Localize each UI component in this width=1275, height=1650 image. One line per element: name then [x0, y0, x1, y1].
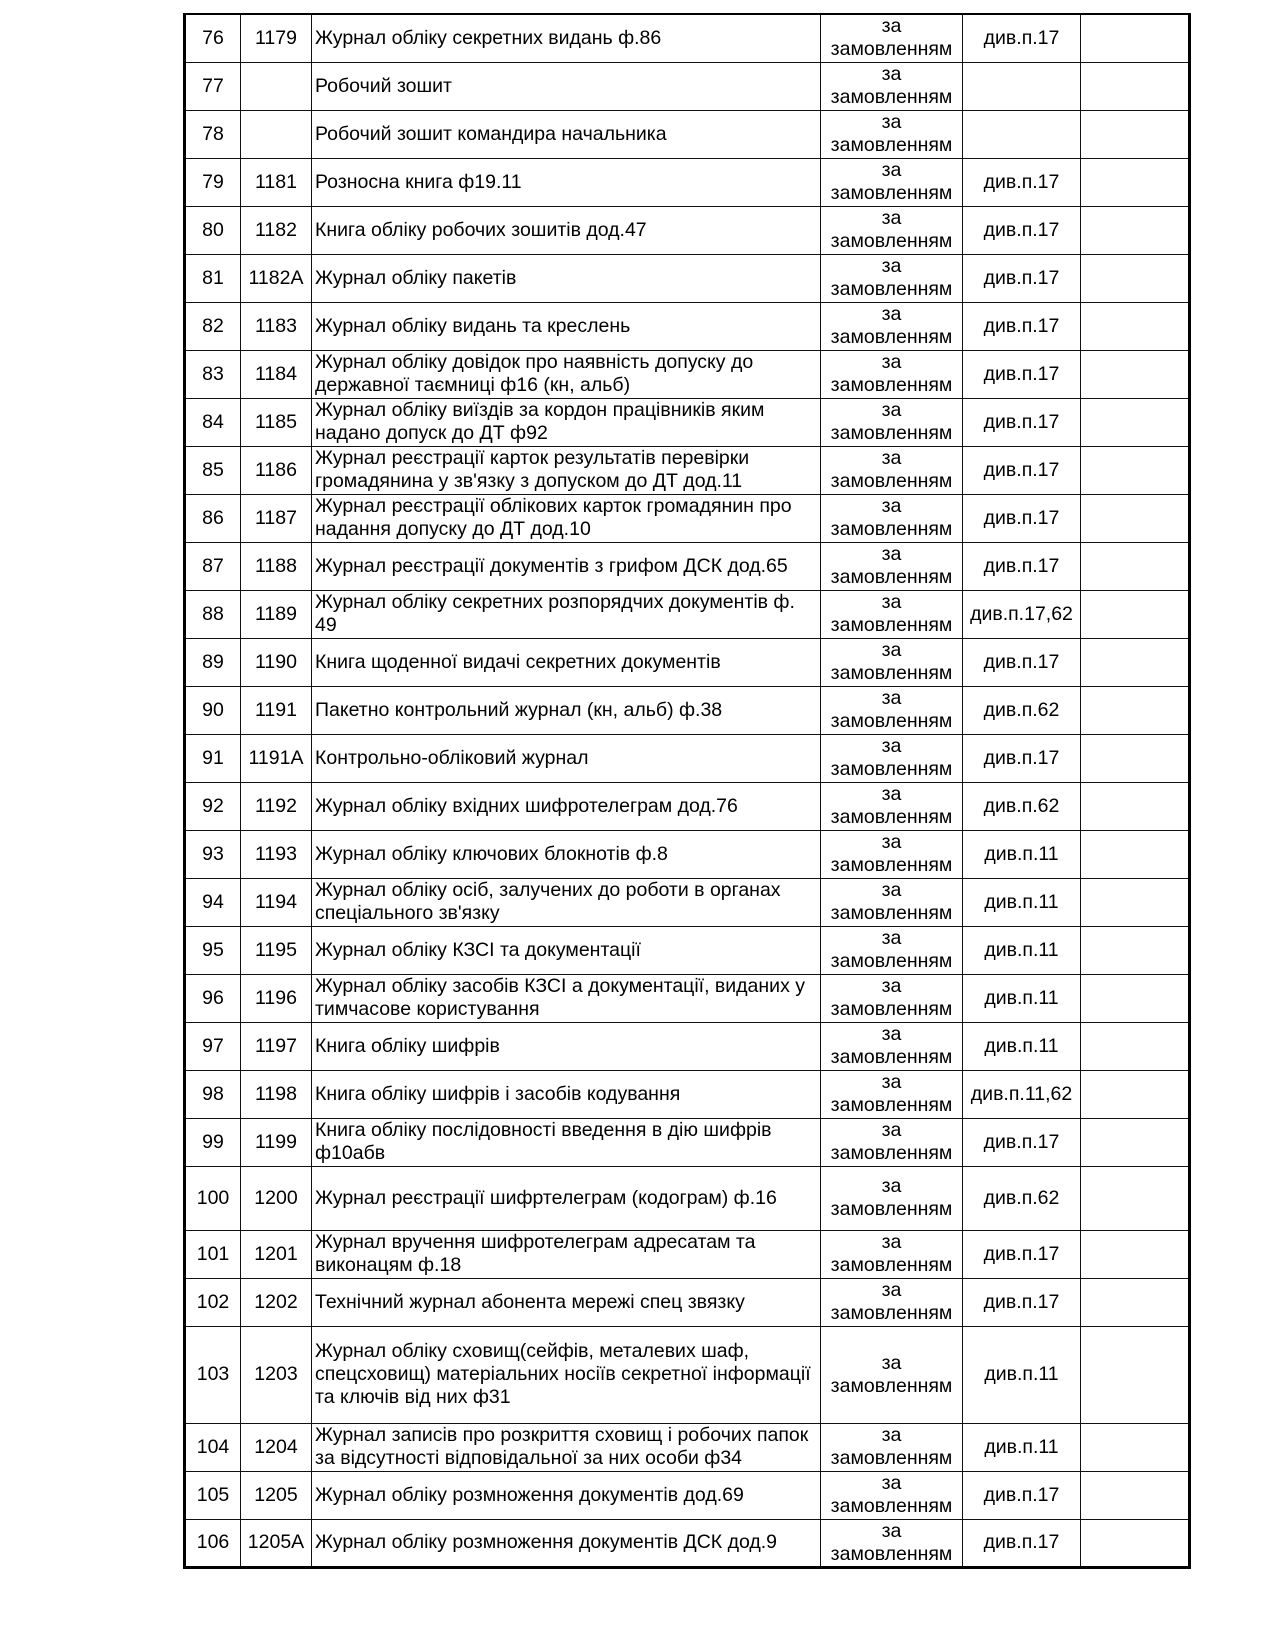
retention-term [821, 14, 963, 62]
index-code [241, 62, 312, 110]
document-title: Робочий зошит [312, 62, 821, 110]
row-number: 91 [185, 734, 241, 782]
row-number: 98 [185, 1070, 241, 1118]
retention-term [821, 1070, 963, 1118]
retention-term [821, 590, 963, 638]
reference-note: див.п.11 [963, 926, 1081, 974]
reference-note: див.п.11 [963, 878, 1081, 926]
retention-term-line-1: за [881, 591, 902, 613]
retention-term [821, 974, 963, 1022]
row-number: 97 [185, 1022, 241, 1070]
table-row [185, 686, 1190, 734]
row-number: 101 [185, 1230, 241, 1278]
remarks-cell [1081, 830, 1190, 878]
retention-term-line-2: замовленням [830, 374, 953, 396]
remarks-cell [1081, 1471, 1190, 1519]
index-code: 1193 [241, 830, 312, 878]
retention-term-line-1: за [881, 255, 902, 277]
retention-term [821, 206, 963, 254]
reference-note: див.п.11 [963, 1423, 1081, 1471]
document-title: Журнал реєстрації документів з грифом ДСК дод.65 [312, 542, 821, 590]
retention-term-line-1: за [881, 1119, 902, 1141]
retention-term-line-2: замовленням [830, 662, 953, 684]
document-title: Журнал обліку КЗСІ та документації [312, 926, 821, 974]
table-row [185, 974, 1190, 1022]
retention-term [821, 302, 963, 350]
document-title: Журнал вручення шифротелеграм адресатам та виконацям ф.18 [312, 1230, 821, 1278]
table-row [185, 1118, 1190, 1166]
row-number: 105 [185, 1471, 241, 1519]
table-row [185, 542, 1190, 590]
index-code: 1197 [241, 1022, 312, 1070]
document-title: Журнал обліку осіб, залучених до роботи в органах спеціального зв'язку [312, 878, 821, 926]
document-title: Журнал обліку ключових блокнотів ф.8 [312, 830, 821, 878]
row-number: 103 [185, 1326, 241, 1423]
row-number: 90 [185, 686, 241, 734]
table-row [185, 830, 1190, 878]
row-number: 77 [185, 62, 241, 110]
remarks-cell [1081, 62, 1190, 110]
remarks-cell [1081, 1326, 1190, 1423]
document-title: Книга обліку послідовності введення в дію шифрів ф10абв [312, 1118, 821, 1166]
index-code: 1181 [241, 158, 312, 206]
reference-note: див.п.17 [963, 542, 1081, 590]
index-code: 1191А [241, 734, 312, 782]
retention-term-line-1: за [881, 975, 902, 997]
row-number: 84 [185, 398, 241, 446]
index-code: 1179 [241, 14, 312, 62]
remarks-cell [1081, 254, 1190, 302]
document-title: Журнал реєстрації облікових карток громадянин про надання допуску до ДТ дод.10 [312, 494, 821, 542]
index-code: 1199 [241, 1118, 312, 1166]
remarks-cell [1081, 1022, 1190, 1070]
retention-term-line-2: замовленням [830, 1254, 953, 1276]
reference-note: див.п.17 [963, 1471, 1081, 1519]
retention-term-line-1: за [881, 1023, 902, 1045]
index-code: 1190 [241, 638, 312, 686]
retention-term [821, 782, 963, 830]
remarks-cell [1081, 1230, 1190, 1278]
retention-term-line-1: за [881, 1424, 902, 1446]
retention-term [821, 638, 963, 686]
retention-term-line-2: замовленням [830, 1447, 953, 1469]
remarks-cell [1081, 926, 1190, 974]
document-title: Журнал обліку сховищ(сейфів, металевих шаф, спецсховищ) матеріальних носіїв секретної інформації та ключів від них ф31 [312, 1326, 821, 1423]
row-number: 82 [185, 302, 241, 350]
table-row [185, 1230, 1190, 1278]
table-row [185, 446, 1190, 494]
reference-note: див.п.62 [963, 686, 1081, 734]
retention-term [821, 398, 963, 446]
retention-term-line-1: за [881, 399, 902, 421]
retention-term-line-1: за [881, 687, 902, 709]
reference-note: див.п.62 [963, 782, 1081, 830]
document-title: Журнал обліку розмноження документів дод.69 [312, 1471, 821, 1519]
document-title: Журнал реєстрації шифртелеграм (кодограм) ф.16 [312, 1166, 821, 1230]
index-code: 1188 [241, 542, 312, 590]
retention-term-line-2: замовленням [830, 950, 953, 972]
table-row [185, 254, 1190, 302]
row-number: 85 [185, 446, 241, 494]
index-code: 1182А [241, 254, 312, 302]
retention-term-line-1: за [881, 1519, 902, 1542]
row-number: 99 [185, 1118, 241, 1166]
table-row [185, 926, 1190, 974]
reference-note: див.п.11 [963, 1326, 1081, 1423]
document-title: Журнал обліку секретних розпорядчих документів ф. 49 [312, 590, 821, 638]
reference-note: див.п.17 [963, 14, 1081, 62]
retention-term-line-2: замовленням [830, 1542, 953, 1565]
index-code: 1194 [241, 878, 312, 926]
retention-term-line-2: замовленням [830, 806, 953, 828]
index-code: 1187 [241, 494, 312, 542]
reference-note [963, 62, 1081, 110]
retention-term-line-2: замовленням [830, 278, 953, 300]
remarks-cell [1081, 782, 1190, 830]
document-title: Журнал реєстрації карток результатів перевірки громадянина у зв'язку з допуском до ДТ дод.11 [312, 446, 821, 494]
remarks-cell [1081, 158, 1190, 206]
reference-note: див.п.17 [963, 1230, 1081, 1278]
retention-term-line-2: замовленням [830, 326, 953, 348]
reference-note: див.п.62 [963, 1166, 1081, 1230]
retention-term-line-2: замовленням [830, 998, 953, 1020]
row-number: 83 [185, 350, 241, 398]
remarks-cell [1081, 590, 1190, 638]
document-title: Журнал записів про розкриття сховищ і робочих папок за відсутності відповідальної за них особи ф34 [312, 1423, 821, 1471]
document-title: Пакетно контрольний журнал (кн, альб) ф.38 [312, 686, 821, 734]
retention-term [821, 926, 963, 974]
index-code: 1183 [241, 302, 312, 350]
retention-term-line-1: за [881, 111, 902, 133]
row-number: 79 [185, 158, 241, 206]
reference-note: див.п.17 [963, 494, 1081, 542]
remarks-cell [1081, 302, 1190, 350]
table-row [185, 638, 1190, 686]
remarks-cell [1081, 350, 1190, 398]
remarks-cell [1081, 1519, 1190, 1567]
retention-term-line-2: замовленням [830, 854, 953, 876]
index-code: 1196 [241, 974, 312, 1022]
index-code: 1204 [241, 1423, 312, 1471]
remarks-cell [1081, 542, 1190, 590]
document-title: Книга обліку шифрів [312, 1022, 821, 1070]
document-title: Книга щоденної видачі секретних документів [312, 638, 821, 686]
reference-note: див.п.17 [963, 398, 1081, 446]
table-row [185, 302, 1190, 350]
table-row [185, 590, 1190, 638]
index-code: 1205 [241, 1471, 312, 1519]
reference-note: див.п.17 [963, 158, 1081, 206]
reference-note: див.п.17 [963, 254, 1081, 302]
retention-term [821, 1519, 963, 1567]
row-number: 86 [185, 494, 241, 542]
retention-term-line-2: замовленням [830, 230, 953, 252]
retention-term-line-2: замовленням [830, 470, 953, 492]
index-code: 1198 [241, 1070, 312, 1118]
retention-term [821, 1118, 963, 1166]
retention-term-line-2: замовленням [830, 1046, 953, 1068]
remarks-cell [1081, 1278, 1190, 1326]
retention-term-line-1: за [881, 1231, 902, 1253]
reference-note: див.п.17 [963, 350, 1081, 398]
row-number: 94 [185, 878, 241, 926]
table-row [185, 494, 1190, 542]
row-number: 96 [185, 974, 241, 1022]
retention-term [821, 1278, 963, 1326]
row-number: 106 [185, 1519, 241, 1567]
index-code: 1191 [241, 686, 312, 734]
retention-term-line-1: за [881, 1071, 902, 1093]
table-row [185, 1471, 1190, 1519]
reference-note: див.п.17 [963, 1519, 1081, 1567]
retention-term-line-1: за [881, 783, 902, 805]
reference-note: див.п.11,62 [963, 1070, 1081, 1118]
table-row [185, 14, 1190, 62]
index-code: 1195 [241, 926, 312, 974]
index-code: 1203 [241, 1326, 312, 1423]
document-title: Журнал обліку пакетів [312, 254, 821, 302]
retention-term-line-2: замовленням [830, 1142, 953, 1164]
reference-note: див.п.11 [963, 974, 1081, 1022]
table-row [185, 1278, 1190, 1326]
row-number: 93 [185, 830, 241, 878]
reference-note: див.п.17 [963, 206, 1081, 254]
retention-term [821, 446, 963, 494]
table-row [185, 398, 1190, 446]
retention-term-line-1: за [881, 831, 902, 853]
table-body [185, 14, 1190, 1567]
row-number: 76 [185, 14, 241, 62]
retention-term-line-1: за [881, 495, 902, 517]
row-number: 100 [185, 1166, 241, 1230]
retention-term-line-1: за [881, 159, 902, 181]
remarks-cell [1081, 398, 1190, 446]
table-row [185, 158, 1190, 206]
retention-term [821, 1230, 963, 1278]
retention-term-line-1: за [881, 1351, 902, 1374]
reference-note: див.п.17 [963, 302, 1081, 350]
document-title: Журнал обліку вхідних шифротелеграм дод.76 [312, 782, 821, 830]
remarks-cell [1081, 1423, 1190, 1471]
remarks-cell [1081, 1166, 1190, 1230]
table-row [185, 1022, 1190, 1070]
remarks-cell [1081, 686, 1190, 734]
retention-term-line-1: за [881, 927, 902, 949]
table-row [185, 206, 1190, 254]
row-number: 78 [185, 110, 241, 158]
retention-term [821, 1423, 963, 1471]
table-row [185, 1070, 1190, 1118]
table-row [185, 110, 1190, 158]
index-code: 1189 [241, 590, 312, 638]
index-code: 1205А [241, 1519, 312, 1567]
document-title: Технічний журнал абонента мережі спец звязку [312, 1278, 821, 1326]
document-title: Журнал обліку видань та креслень [312, 302, 821, 350]
reference-note: див.п.11 [963, 1022, 1081, 1070]
remarks-cell [1081, 1070, 1190, 1118]
table-row [185, 878, 1190, 926]
row-number: 87 [185, 542, 241, 590]
document-title: Розносна книга ф19.11 [312, 158, 821, 206]
retention-term-line-2: замовленням [830, 566, 953, 588]
retention-term-line-1: за [881, 303, 902, 325]
retention-term-line-1: за [881, 879, 902, 901]
retention-term [821, 110, 963, 158]
index-code [241, 110, 312, 158]
retention-term-line-1: за [881, 447, 902, 469]
remarks-cell [1081, 110, 1190, 158]
retention-term-line-2: замовленням [830, 902, 953, 924]
reference-note: див.п.17 [963, 446, 1081, 494]
document-title: Книга обліку робочих зошитів дод.47 [312, 206, 821, 254]
document-title: Книга обліку шифрів і засобів кодування [312, 1070, 821, 1118]
remarks-cell [1081, 206, 1190, 254]
index-code: 1182 [241, 206, 312, 254]
remarks-cell [1081, 638, 1190, 686]
row-number: 95 [185, 926, 241, 974]
retention-term-line-2: замовленням [830, 710, 953, 732]
table-row [185, 350, 1190, 398]
retention-term-line-1: за [881, 15, 902, 38]
reference-note: див.п.17 [963, 1278, 1081, 1326]
retention-term [821, 734, 963, 782]
reference-note [963, 110, 1081, 158]
retention-term-line-2: замовленням [830, 1374, 953, 1397]
document-title: Журнал обліку секретних видань ф.86 [312, 14, 821, 62]
retention-term [821, 158, 963, 206]
retention-term-line-1: за [881, 735, 902, 757]
retention-term-line-2: замовленням [830, 422, 953, 444]
remarks-cell [1081, 1118, 1190, 1166]
retention-term-line-1: за [881, 1472, 902, 1494]
retention-term-line-2: замовленням [830, 1495, 953, 1517]
retention-term-line-2: замовленням [830, 134, 953, 156]
document-title: Журнал обліку засобів КЗСІ а документації, виданих у тимчасове користування [312, 974, 821, 1022]
index-code: 1185 [241, 398, 312, 446]
retention-term-line-1: за [881, 351, 902, 373]
row-number: 92 [185, 782, 241, 830]
retention-term-line-2: замовленням [830, 1302, 953, 1324]
document-title: Журнал обліку розмноження документів ДСК дод.9 [312, 1519, 821, 1567]
index-code: 1201 [241, 1230, 312, 1278]
row-number: 102 [185, 1278, 241, 1326]
retention-term-line-2: замовленням [830, 1094, 953, 1116]
retention-term [821, 62, 963, 110]
retention-term-line-2: замовленням [830, 518, 953, 540]
retention-term-line-2: замовленням [830, 1198, 953, 1220]
table-row [185, 1519, 1190, 1567]
index-code: 1200 [241, 1166, 312, 1230]
row-number: 81 [185, 254, 241, 302]
row-number: 80 [185, 206, 241, 254]
row-number: 104 [185, 1423, 241, 1471]
table-row [185, 62, 1190, 110]
table-row [185, 1166, 1190, 1230]
retention-term [821, 1166, 963, 1230]
retention-term-line-2: замовленням [830, 758, 953, 780]
document-title: Робочий зошит командира начальника [312, 110, 821, 158]
retention-term-line-1: за [881, 543, 902, 565]
index-code: 1184 [241, 350, 312, 398]
table-row [185, 1326, 1190, 1423]
remarks-cell [1081, 494, 1190, 542]
retention-term-line-1: за [881, 63, 902, 85]
retention-term-line-1: за [881, 1279, 902, 1301]
reference-note: див.п.17 [963, 638, 1081, 686]
retention-term-line-2: замовленням [830, 182, 953, 204]
table-row [185, 734, 1190, 782]
document-title: Журнал обліку виїздів за кордон працівників яким надано допуск до ДТ ф92 [312, 398, 821, 446]
records-table [183, 13, 1191, 1569]
retention-term [821, 878, 963, 926]
retention-term [821, 1022, 963, 1070]
retention-term [821, 350, 963, 398]
index-code: 1202 [241, 1278, 312, 1326]
remarks-cell [1081, 446, 1190, 494]
reference-note: див.п.17 [963, 1118, 1081, 1166]
remarks-cell [1081, 974, 1190, 1022]
retention-term-line-1: за [881, 639, 902, 661]
reference-note: див.п.17 [963, 734, 1081, 782]
reference-note: див.п.17,62 [963, 590, 1081, 638]
remarks-cell [1081, 878, 1190, 926]
index-code: 1186 [241, 446, 312, 494]
retention-term [821, 830, 963, 878]
retention-term-line-2: замовленням [830, 86, 953, 108]
remarks-cell [1081, 14, 1190, 62]
index-code: 1192 [241, 782, 312, 830]
retention-term-line-1: за [881, 207, 902, 229]
retention-term-line-1: за [881, 1175, 902, 1197]
row-number: 88 [185, 590, 241, 638]
remarks-cell [1081, 734, 1190, 782]
table-row [185, 782, 1190, 830]
retention-term [821, 1471, 963, 1519]
retention-term [821, 1326, 963, 1423]
document-title: Контрольно-обліковий журнал [312, 734, 821, 782]
retention-term [821, 494, 963, 542]
document-title: Журнал обліку довідок про наявність допуску до державної таємниці ф16 (кн, альб) [312, 350, 821, 398]
row-number: 89 [185, 638, 241, 686]
retention-term [821, 542, 963, 590]
table-row [185, 1423, 1190, 1471]
retention-term [821, 254, 963, 302]
retention-term-line-2: замовленням [830, 614, 953, 636]
reference-note: див.п.11 [963, 830, 1081, 878]
retention-term [821, 686, 963, 734]
retention-term-line-2: замовленням [830, 38, 953, 61]
